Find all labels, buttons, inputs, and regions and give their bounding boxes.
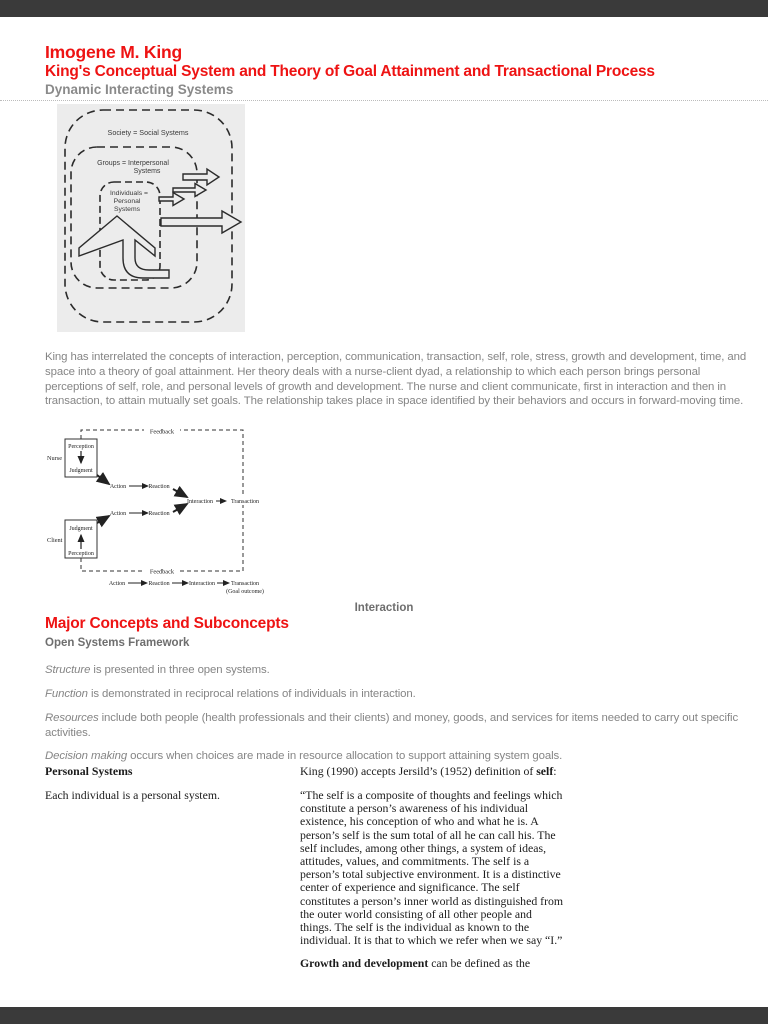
individuals-label-line1: Individuals = bbox=[110, 190, 148, 197]
groups-label-line1: Groups = Interpersonal bbox=[97, 160, 169, 167]
framework-item-resources bbox=[45, 711, 751, 741]
king-jersild-intro-post: : bbox=[553, 764, 557, 778]
nurse-reaction-label: Reaction bbox=[148, 484, 170, 490]
viewer-top-bar bbox=[0, 0, 768, 17]
personal-systems-text: Each individual is a personal system. bbox=[45, 788, 220, 802]
transaction-label: Transaction bbox=[230, 499, 260, 505]
page-title: Imogene M. King bbox=[45, 42, 183, 62]
framework-lead-function: Function bbox=[45, 688, 88, 701]
framework-rest-resources: include both people (health professionals and their clients) and money, goods, and services for items needed to carry out specific activities. bbox=[45, 712, 739, 740]
dynamic-interacting-systems-diagram bbox=[57, 104, 245, 332]
king-jersild-intro-pre: King (1990) accepts Jersild’s (1952) definition of bbox=[300, 764, 537, 778]
king-jersild-intro bbox=[300, 765, 570, 778]
framework-rest-structure: is presented in three open systems. bbox=[90, 664, 270, 677]
nurse-perception-label: Perception bbox=[68, 444, 94, 450]
nurse-judgment-action-arrow bbox=[97, 475, 109, 484]
page-subtitle: King's Conceptual System and Theory of Goal Attainment and Transactional Process bbox=[45, 63, 655, 80]
legend-reaction-label: Reaction bbox=[148, 581, 170, 587]
nurse-reaction-interaction-arrow bbox=[173, 489, 187, 497]
framework-item-structure bbox=[45, 663, 751, 678]
client-label: Client bbox=[47, 537, 63, 544]
groups-label-line2: Systems bbox=[133, 168, 161, 175]
feedback-bottom-label: Feedback bbox=[149, 568, 175, 576]
framework-lead-decision-making: Decision making bbox=[45, 750, 128, 763]
self-definition-quote: “The self is a composite of thoughts and feelings which constitute a person’s awareness of his individual existence, his conception of who and what he is. A person’s self is the sum total of all he can call his. The self includes, among other things, a system of ideas, attitudes, values, and commitments. The self is a person’s total subjective environment. It is a distinctive center of experience and significance. The self constitutes a person’s inner world as distinguished from the outer world consisting of all other people and things. The self is the individual as known to the individual. It is that to which we refer when we say “I.” bbox=[300, 788, 564, 948]
individuals-label-line3: Systems bbox=[113, 206, 141, 213]
framework-lead-structure: Structure bbox=[45, 664, 91, 677]
king-jersild-intro-self: self bbox=[536, 764, 554, 778]
framework-rest-function: is demonstrated in reciprocal relations of individuals in interaction. bbox=[87, 688, 416, 701]
dotted-divider bbox=[0, 100, 768, 101]
nurse-label: Nurse bbox=[47, 455, 63, 462]
legend-transaction-label: Transaction bbox=[230, 581, 260, 587]
society-label: Society = Social Systems bbox=[107, 128, 189, 137]
legend-action-label: Action bbox=[108, 581, 126, 587]
growth-development-rest: can be defined as the bbox=[428, 956, 531, 970]
client-reaction-label: Reaction bbox=[148, 511, 170, 517]
viewer-bottom-bar bbox=[0, 1007, 768, 1024]
framework-item-function bbox=[45, 687, 751, 702]
framework-lead-resources: Resources bbox=[45, 712, 99, 725]
nurse-judgment-label: Judgment bbox=[69, 468, 93, 474]
client-perception-label: Perception bbox=[68, 551, 94, 557]
legend-interaction-label: Interaction bbox=[189, 581, 215, 587]
growth-development-bold: Growth and development bbox=[300, 956, 429, 970]
figure-caption-interaction: Interaction bbox=[354, 602, 414, 614]
interaction-label: Interaction bbox=[187, 499, 213, 505]
section-heading-dynamic-systems: Dynamic Interacting Systems bbox=[45, 82, 234, 97]
open-systems-framework-heading: Open Systems Framework bbox=[45, 637, 190, 649]
client-judgment-label: Judgment bbox=[69, 526, 93, 532]
nurse-action-label: Action bbox=[109, 484, 127, 490]
framework-rest-decision-making: occurs when choices are made in resource allocation to support attaining system goals. bbox=[127, 750, 563, 763]
individuals-label-line2: Personal bbox=[113, 198, 141, 205]
legend-goal-outcome-label: (Goal outcome) bbox=[226, 589, 264, 595]
client-reaction-interaction-arrow bbox=[173, 504, 187, 512]
growth-development-line bbox=[300, 957, 566, 970]
personal-systems-heading: Personal Systems bbox=[45, 764, 133, 778]
feedback-top-label: Feedback bbox=[149, 428, 175, 436]
intro-paragraph: King has interrelated the concepts of interaction, perception, communication, transaction, self, role, stress, growth and development, time, and space into a theory of goal attainment. Her theory deals with a nurse-client dyad, a relationship to which each person brings personal perceptions of self, role, and personal levels of growth and development. The nurse and client communicate, first in interaction and then in transaction, to attain mutually set goals. The relationship takes place in space identified by their behaviors and occurs in forward-moving time. bbox=[45, 351, 747, 408]
major-concepts-heading: Major Concepts and Subconcepts bbox=[45, 615, 289, 632]
framework-item-decision-making bbox=[45, 749, 751, 764]
client-action-label: Action bbox=[109, 511, 127, 517]
interaction-process-diagram bbox=[45, 420, 270, 598]
client-judgment-action-arrow bbox=[97, 516, 109, 523]
